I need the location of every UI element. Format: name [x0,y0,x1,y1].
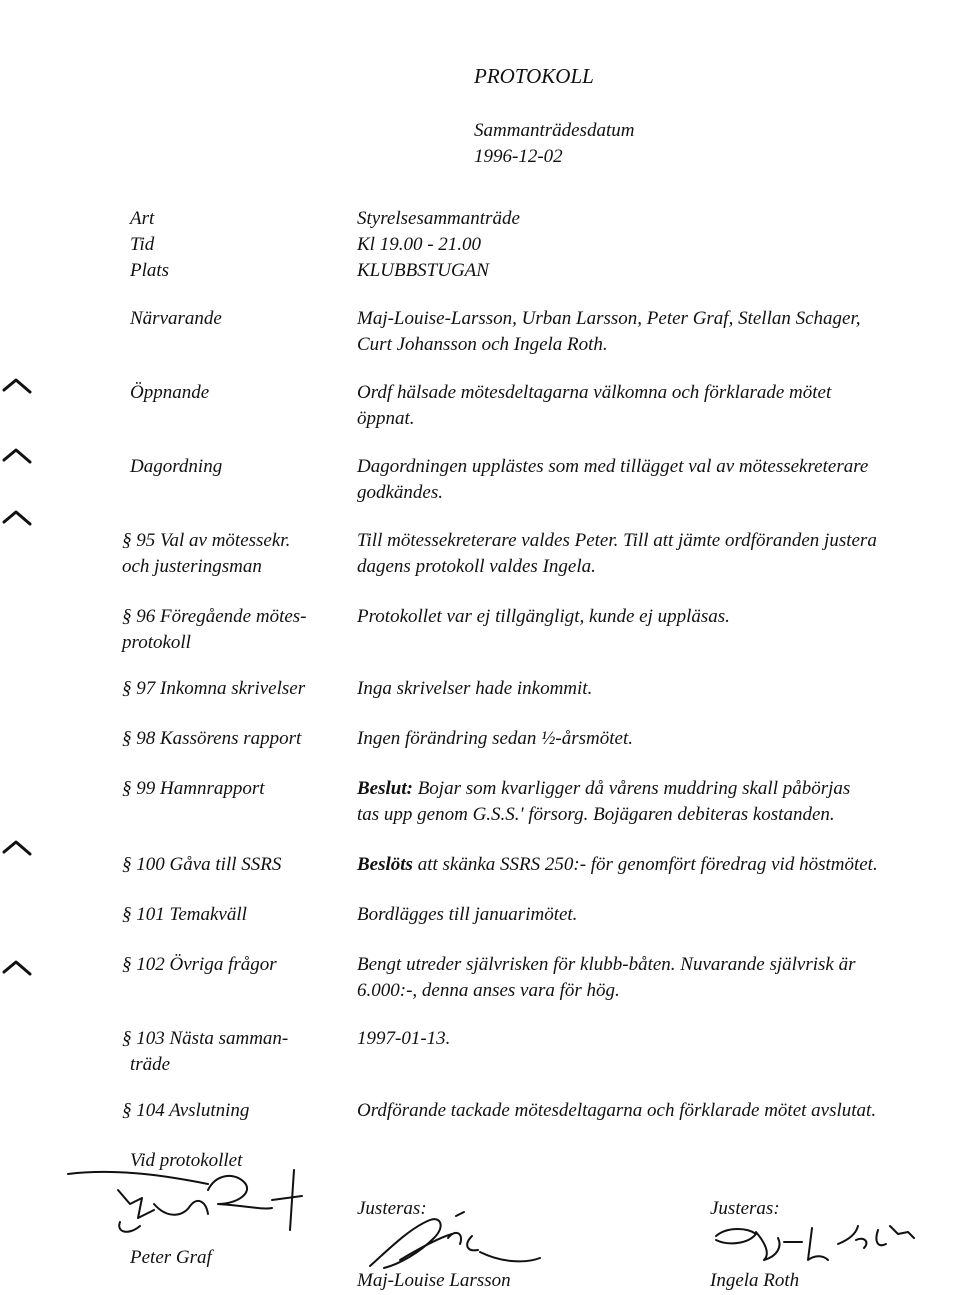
section-text-dagordning-2: godkändes. [357,482,444,503]
signature-maj-louise-larsson [360,1208,560,1278]
section-text-97: Inga skrivelser hade inkommit. [357,678,593,699]
section-text-95-1: Till mötessekreterare valdes Peter. Till att jämte ordföranden justera [357,530,877,551]
decision-prefix-100: Beslöts [357,854,413,875]
section-label-dagordning: Dagordning [130,456,223,477]
section-text-102-1: Bengt utreder självrisken för klubb-båten. Nuvarande självrisk är [357,954,856,975]
section-label-95-1: § 95 Val av mötessekr. [122,530,291,551]
section-label-103-2: träde [130,1054,171,1075]
section-text-oppnande-2: öppnat. [357,408,415,429]
detail-value-art: Styrelsesammanträde [357,208,520,229]
signature-ingela-roth [708,1214,938,1270]
margin-mark-3 [0,498,40,538]
section-label-97: § 97 Inkomna skrivelser [122,678,306,699]
section-text-99-1 [357,776,850,802]
section-label-95-2: och justeringsman [122,556,262,577]
section-label-98: § 98 Kassörens rapport [122,728,302,749]
section-text-98: Ingen förändring sedan ½-årsmötet. [357,728,634,749]
signature-peter-graf [58,1160,318,1250]
section-text-95-2: dagens protokoll valdes Ingela. [357,556,596,577]
detail-label-tid: Tid [130,234,155,255]
section-label-96-1: § 96 Föregående mötes- [122,606,307,627]
meeting-date-label: Sammanträdesdatum [474,120,635,141]
section-text-102-2: 6.000:-, denna anses vara för hög. [357,980,620,1001]
adjuster1-label: Justeras: [357,1198,427,1219]
section-label-101: § 101 Temakväll [122,904,247,925]
section-text-96-1: Protokollet var ej tillgängligt, kunde ej uppläsas. [357,606,730,627]
section-label-100: § 100 Gåva till SSRS [122,854,282,875]
section-text-oppnande-1: Ordf hälsade mötesdeltagarna välkomna och förklarade mötet [357,382,832,403]
section-text-103: 1997-01-13. [357,1028,451,1049]
detail-value-plats: KLUBBSTUGAN [357,260,489,281]
secretary-label: Vid protokollet [130,1150,243,1171]
margin-mark-2 [0,436,40,476]
adjuster2-label: Justeras: [710,1198,780,1219]
section-text-100-body: att skänka SSRS 250:- för genomfört föredrag vid höstmötet. [412,854,878,875]
section-label-104: § 104 Avslutning [122,1100,250,1121]
attendees-line-1: Maj-Louise-Larsson, Urban Larsson, Peter Graf, Stellan Schager, [357,308,861,329]
section-label-99: § 99 Hamnrapport [122,778,265,799]
detail-label-art: Art [130,208,155,229]
section-label-oppnande: Öppnande [130,382,210,403]
section-text-99-1-body: Bojar som kvarligger då vårens muddring skall påbörjas [412,778,851,799]
section-label-96-2: protokoll [122,632,191,653]
margin-mark-1 [0,366,40,406]
detail-value-tid: Kl 19.00 - 21.00 [357,234,482,255]
section-text-100 [357,852,878,878]
decision-prefix-99: Beslut: [357,778,413,799]
adjuster2-name: Ingela Roth [710,1270,800,1291]
section-label-103-1: § 103 Nästa samman- [122,1028,289,1049]
adjuster1-name: Maj-Louise Larsson [357,1270,511,1291]
section-text-99-2: tas upp genom G.S.S.' försorg. Bojägaren debiteras kostanden. [357,804,835,825]
meeting-date: 1996-12-02 [474,146,563,167]
document-title: PROTOKOLL [474,64,594,88]
section-label-102: § 102 Övriga frågor [122,954,277,975]
attendees-label: Närvarande [130,308,222,329]
section-text-104: Ordförande tackade mötesdeltagarna och förklarade mötet avslutat. [357,1100,877,1121]
margin-mark-4 [0,828,40,868]
secretary-name: Peter Graf [130,1247,212,1268]
detail-label-plats: Plats [130,260,170,281]
attendees-line-2: Curt Johansson och Ingela Roth. [357,334,608,355]
margin-mark-5 [0,948,40,988]
section-text-101: Bordlägges till januarimötet. [357,904,578,925]
section-text-dagordning-1: Dagordningen upplästes som med tillägget val av mötessekreterare [357,456,869,477]
